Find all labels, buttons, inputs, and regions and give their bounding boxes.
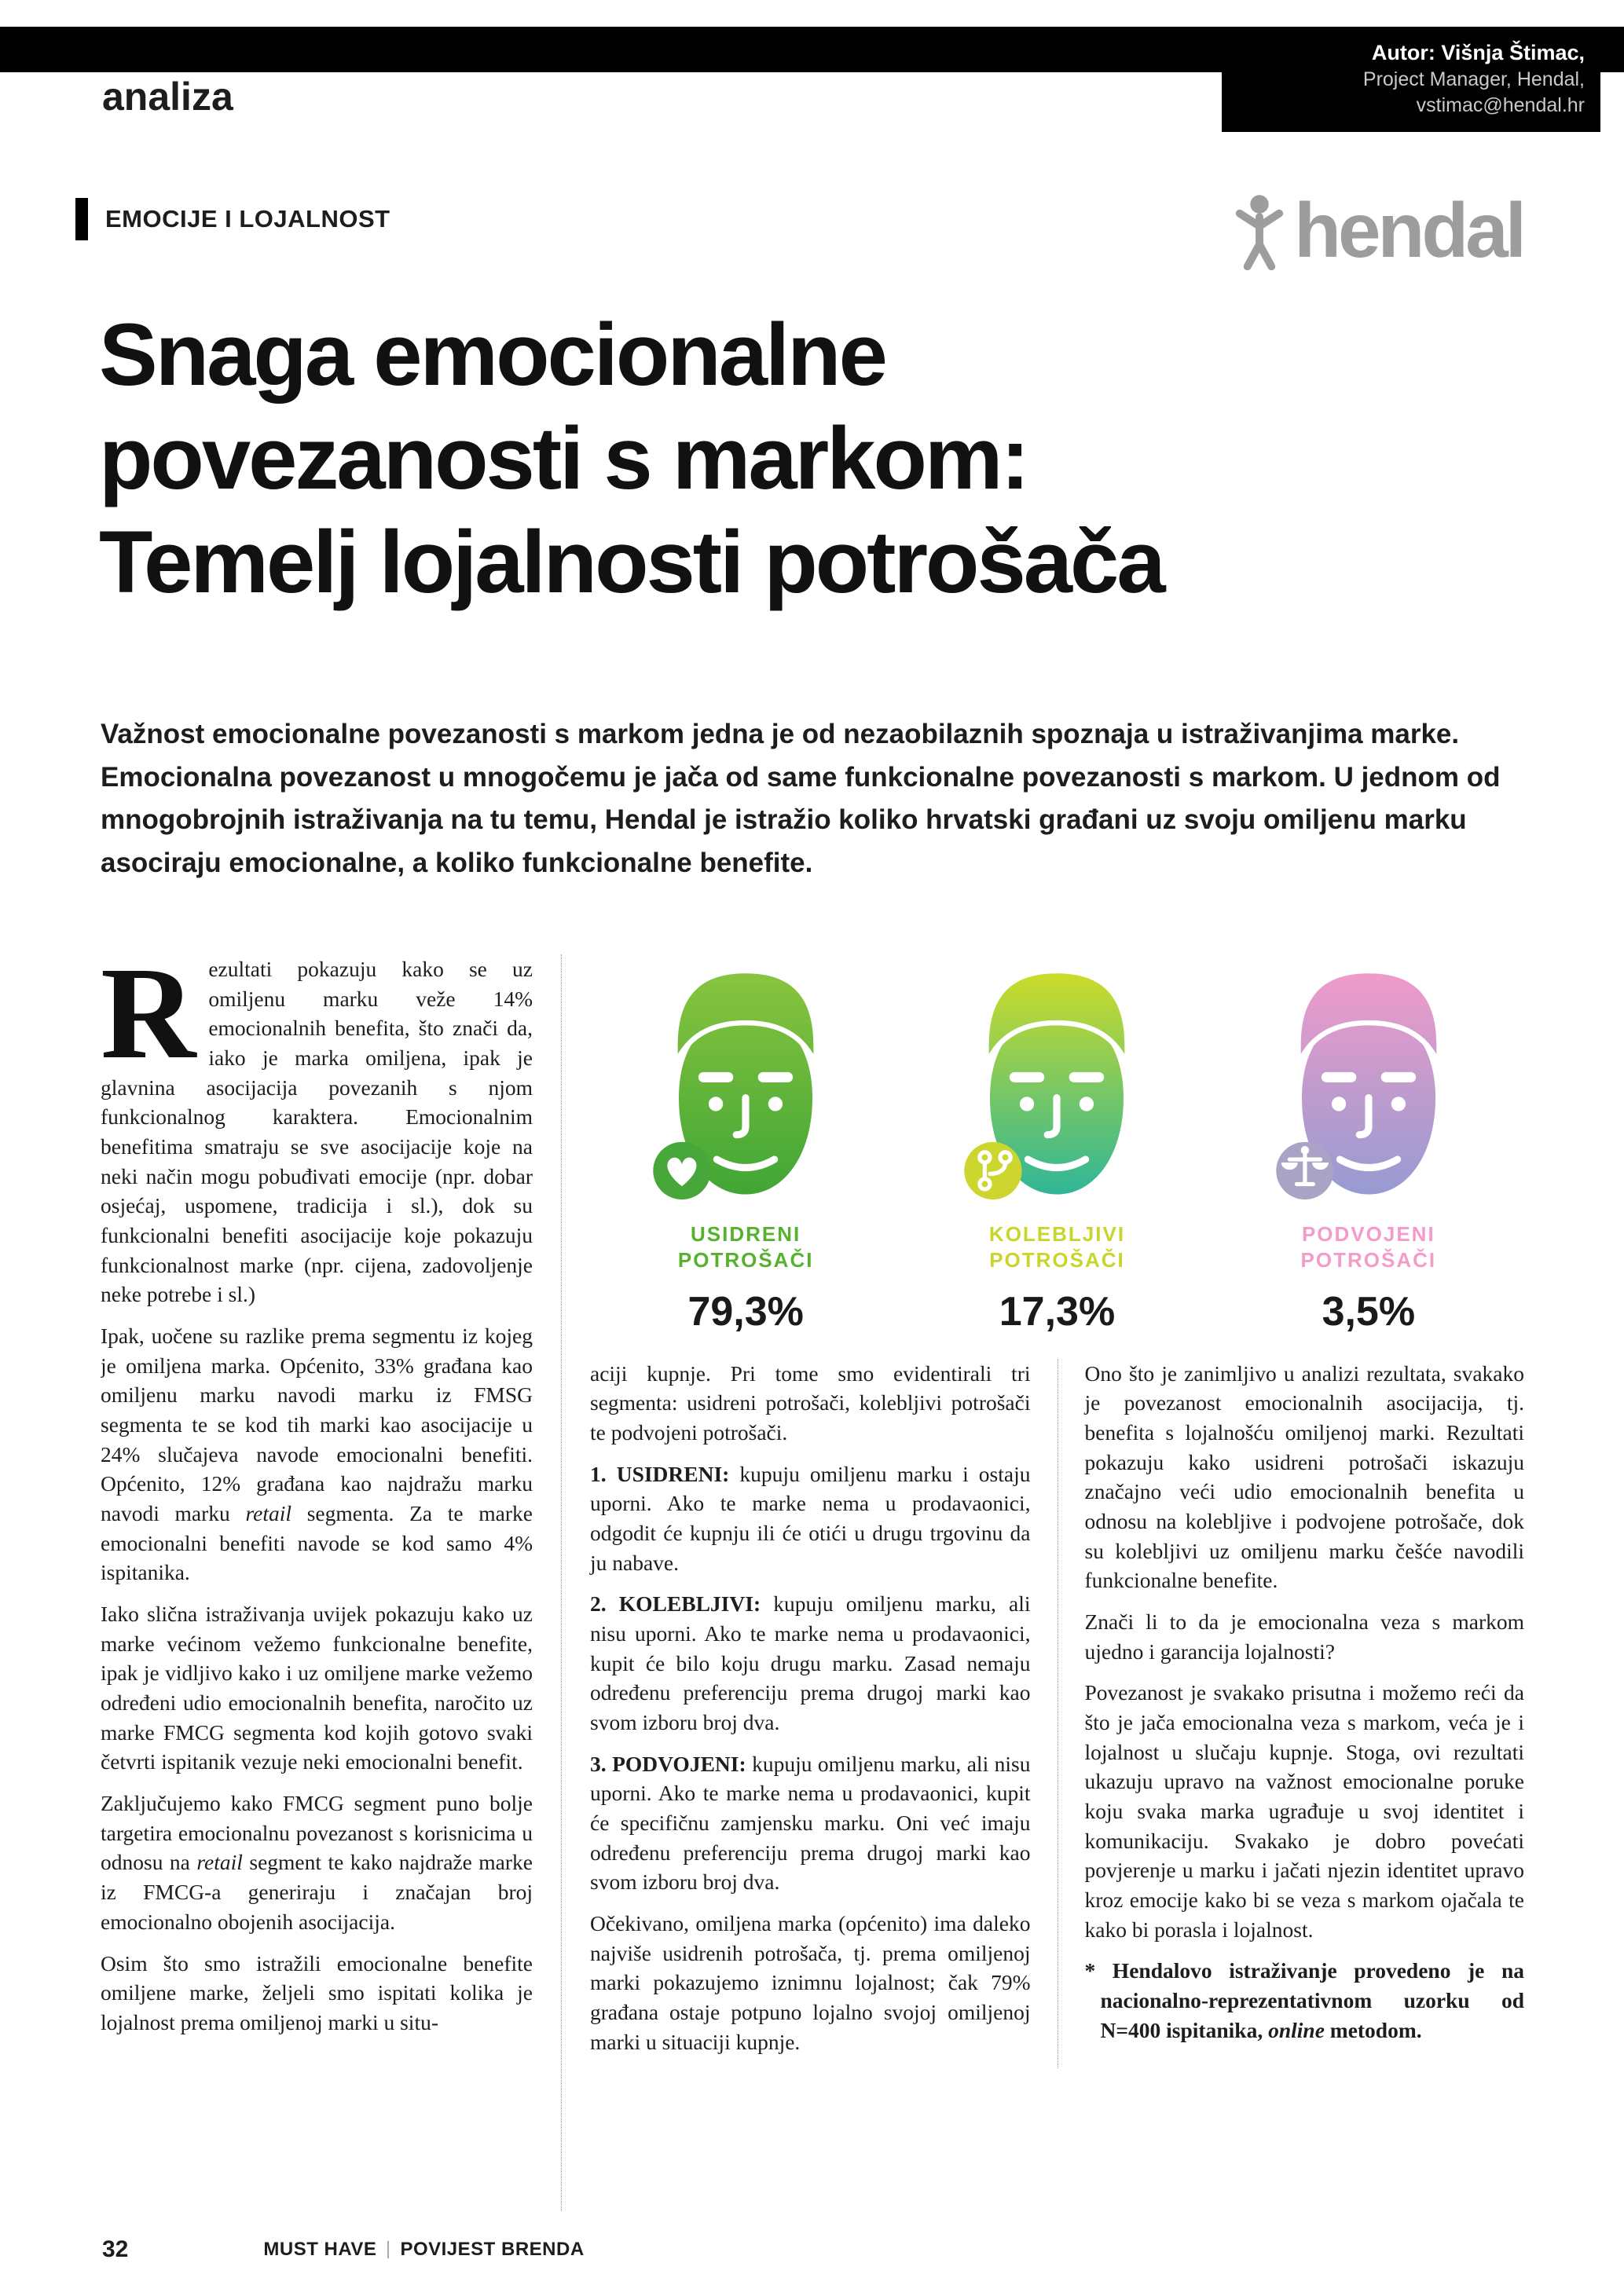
footnote: * Hendalovo istraživanje provedeno je na nacionalno-reprezentativnom uzorku od N=400 ispitanika, online metodom. [1084,1958,1524,2042]
page-footer [102,2236,585,2263]
title-line: Snaga emocionalne [99,306,885,404]
body-paragraph: Povezanost je svakako prisutna i možemo reći da što je jača emocionalna veza s markom, veća je i lojalnost u slučaju kupnje. Stoga, ovi rezultati ukazuju upravo na važnost emocionalne poruke koju svaka marka ugrađuje u svoj identitet i komunikaciju. Svakako je dobro povećati povjerenje u marku i jačati njezin identitet upravo kroz emocije kako bi se veza s markom ojačala te kako bi porasla i lojalnost. [1084,1680,1524,1942]
body-paragraph: 2. KOLEBLJIVI: kupuju omiljenu marku, ali nisu uporni. Ako te marke nema u prodavaonici, kupit će bilo koju drugu marku. Zasad nemaju određenu preferenciju prema drugoj marki kao svom izboru broj dva. [590,1591,1031,1734]
column-right [1058,1359,1525,2069]
text-columns [590,1359,1524,2069]
body-paragraph [101,954,533,1309]
dropcap: R [101,954,196,1086]
author-name: Autor: Višnja Štimac, [1371,41,1585,64]
footer-section: POVIJEST BRENDA [400,2239,585,2260]
person-icon [1231,192,1288,273]
body-paragraph: Ipak, uočene su razlike prema segmentu iz kojeg je omiljena marka. Općenito, 33% građana kao omiljenu marku navodi marku iz FMSG segmenta te se kod tih marki kao asocijacije u 24% slučajeva navode emocionalni benefiti. Općenito, 12% građana kao najdražu marku navodi marku retail segmenta. Za te marke emocionalni benefiti navode se kod samo 4% ispitanika. [101,1324,533,1585]
logo-wordmark: hendal [1294,187,1523,273]
body-paragraph: aciji kupnje. Pri tome smo evidentirali tri segmenta: usidreni potrošači, kolebljivi potrošači te podvojeni potrošači. [590,1360,1031,1445]
usidreni-face-illustration [632,959,859,1216]
title-line: Temelj lojalnosti potrošača [99,513,1164,612]
lead-paragraph: Važnost emocionalne povezanosti s markom jedna je od nezaobilaznih spoznaja u istraživanjima marke. Emocionalna povezanost u mnogočemu je jača od same funkcionalne povezanosti s markom. U jednom od mnogobrojnih istraživanja na tu temu, Hendal je istražio koliko hrvatski građani uz svoju omiljenu marku asociraju emocionalne, a koliko funkcionalne benefite. [101,719,1501,878]
segment-label [1213,1221,1524,1274]
segment-value: 79,3% [687,1288,804,1335]
magazine-name: MUST HAVE [263,2239,377,2260]
body-paragraph: Osim što smo istražili emocionalne benefite omiljene marke, željeli smo ispitati kolika je lojalnost prema omiljenoj marki u situ- [101,1950,533,2034]
column-left [101,954,561,2211]
body-paragraph: Zaključujemo kako FMCG segment puno bolje targetira emocionalnu povezanost s korisnicima u odnosu na retail segment te kako najdraže marke iz FMCG-a generiraju i značajan broj emocionalno obojenih asocijacija. [101,1791,533,1934]
column-middle [590,1359,1058,2069]
segment-kolebljivi [901,959,1212,1335]
segment-podvojeni [1213,959,1524,1335]
body-paragraph: Očekivano, omiljena marka (općenito) ima daleko najviše usidrenih potrošača, tj. prema omiljenoj marki pokazujemo iznimnu lojalnost; čak 79% građana ostaje potpuno lojalno svojoj omiljenoj marki u situaciji kupnje. [590,1910,1031,2054]
segment-label-line: PODVOJENI [1301,1222,1435,1246]
segment-value: 17,3% [999,1288,1116,1335]
body-paragraph: Ono što je zanimljivo u analizi rezultata, svakako je povezanost emocionalnih asocijacija, tj. benefita s lojalnošću omiljenoj marki. Rezultati pokazuju kako usidreni potrošači iskazuju značajno veći udio emocionalnih benefita u odnosu na kolebljive i podvojene potrošače, dok su kolebljivi uz omiljenu marku češće navodili funkcionalne benefite. [1084,1360,1524,1593]
title-line: povezanosti s markom: [99,409,1028,508]
body-paragraph: Iako slična istraživanja uvijek pokazuju kako uz marke većinom vežemo funkcionalne benefite, ipak je vidljivo kako i uz omiljene marke vežemo određeni udio emocionalnih benefita, naročito uz marke FMCG segmenta kod kojih gotovo svaki četvrti ispitanik vezuje neki emocionalni benefit. [101,1602,533,1774]
author-email: vstimac@hendal.hr [1416,93,1585,116]
author-box [1222,27,1600,132]
article-body [101,954,1524,2211]
section-tagline: analiza [102,75,233,119]
segment-usidreni [590,959,901,1335]
article-title [99,303,1549,614]
kicker-bar [75,198,88,240]
footer-divider [387,2241,389,2258]
right-region [561,954,1524,2211]
body-paragraph: 1. USIDRENI: kupuju omiljenu marku i ostaju uporni. Ako te marke nema u prodavaonici, odgodit će kupnju ili će otići u drugu trgovinu da ju nabave. [590,1461,1031,1575]
kicker [75,198,390,240]
segment-label-line: USIDRENI [691,1222,801,1246]
body-paragraph: Znači li to da je emocionalna veza s markom ujedno i garancija lojalnosti? [1084,1609,1524,1664]
segment-label [901,1221,1212,1274]
segment-label [590,1221,901,1274]
author-role: Project Manager, Hendal, [1362,68,1585,91]
kicker-label: EMOCIJE I LOJALNOST [105,205,390,233]
segment-value: 3,5% [1322,1288,1416,1335]
segment-label-line: POTROŠAČI [677,1248,814,1273]
segment-label-line: POTROŠAČI [989,1248,1125,1273]
page-number: 32 [102,2236,129,2262]
body-paragraph: 3. PODVOJENI: kupuju omiljenu marku, ali nisu uporni. Ako te marke nema u prodavaonici, kupit će specifičnu zamjensku marku. Oni već imaju određenu preferenciju prema drugoj marki kao svom izboru broj dva. [590,1751,1031,1895]
segment-label-line: KOLEBLJIVI [988,1222,1126,1246]
podvojeni-face-illustration [1256,959,1482,1216]
kolebljivi-face-illustration [944,959,1170,1216]
segment-label-line: POTROŠAČI [1300,1248,1437,1273]
consumer-segments-infographic [590,959,1524,1335]
paragraph-text: ezultati pokazuju kako se uz omiljenu marku veže 14% emocionalnih benefita, što znači da, iako je marka omiljena, ipak je glavnina asocijacija povezanih s njom funkcionalnog karaktera. Emocionalnim benefitima smatraju se sve asocijacije koje na neki način mogu pobuđivati emocije (npr. dobar osjećaj, uspomene, tradicija i sl.), dok su funkcionalni benefiti asocijacije koje pokazuju funkcionalnost marke (npr. cijena, zadovoljenje neke potrebe i sl.) [101,957,533,1307]
hendal-logo [1231,187,1523,273]
